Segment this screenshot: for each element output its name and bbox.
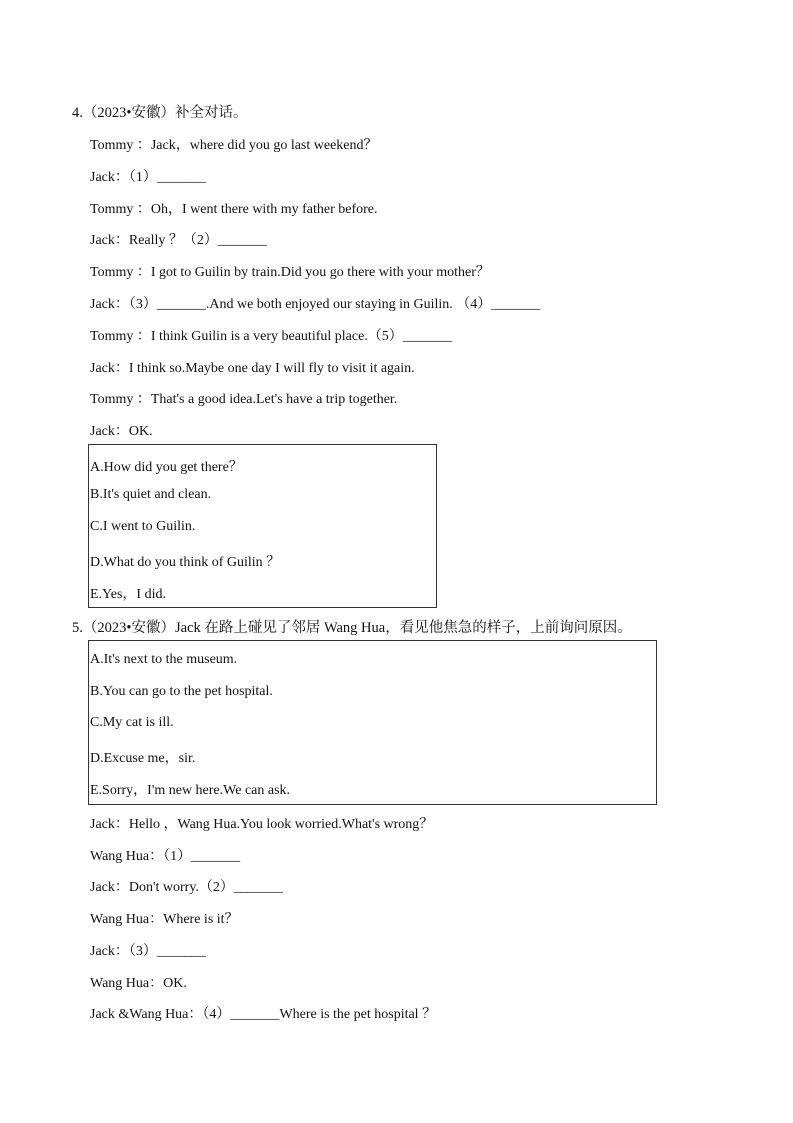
dialogue-line: Jack &Wang Hua：（4）_______Where is the pet hospital ？ (90, 1007, 437, 1022)
option-item: E.Sorry，I'm new here.We can ask. (90, 783, 291, 798)
option-item: C.I went to Guilin. (90, 519, 196, 534)
dialogue-line: Tommy ：Jack，where did you go last weekend？ (90, 138, 378, 153)
option-item: D.What do you think of Guilin ？ (90, 555, 281, 570)
option-item: B.You can go to the pet hospital. (90, 684, 273, 699)
option-item: B.It's quiet and clean. (90, 487, 212, 502)
dialogue-line: Wang Hua：（1）_______ (90, 849, 241, 864)
option-item: C.My cat is ill. (90, 715, 174, 730)
dialogue-line: Jack：（3）_______ (90, 944, 206, 959)
dialogue-line: Jack：Don't worry.（2）_______ (90, 880, 283, 895)
option-item: A.How did you get there？ (90, 460, 243, 475)
dialogue-line: Jack：I think so.Maybe one day I will fly to visit it again. (90, 361, 415, 376)
option-item: E.Yes，I did. (90, 587, 166, 602)
dialogue-line: Tommy ：I think Guilin is a very beautiful place.（5）_______ (90, 329, 452, 344)
question-5-title: 5.（2023•安徽）Jack 在路上碰见了邻居 Wang Hua，看见他焦急的样子，上前询问原因。 (72, 620, 632, 636)
option-item: D.Excuse me，sir. (90, 751, 196, 766)
dialogue-line: Jack：（3）_______.And we both enjoyed our staying in Guilin. （4）_______ (90, 297, 541, 312)
dialogue-line: Wang Hua：Where is it？ (90, 912, 239, 927)
dialogue-line: Tommy ：I got to Guilin by train.Did you go there with your mother？ (90, 265, 490, 280)
question-5-options-box (88, 640, 657, 805)
dialogue-line: Tommy ：Oh，I went there with my father before. (90, 202, 378, 217)
question-4-title: 4.（2023•安徽）补全对话。 (72, 105, 248, 121)
dialogue-line: Jack：OK. (90, 424, 153, 439)
dialogue-line: Jack：Really ？（2）_______ (90, 233, 267, 248)
dialogue-line: Wang Hua：OK. (90, 976, 187, 991)
option-item: A.It's next to the museum. (90, 652, 238, 667)
question-4-options-box (88, 444, 437, 608)
dialogue-line: Jack：Hello ，Wang Hua.You look worried.What's wrong？ (90, 817, 434, 832)
dialogue-line: Tommy ：That's a good idea.Let's have a trip together. (90, 392, 398, 407)
dialogue-line: Jack：（1）_______ (90, 170, 206, 185)
